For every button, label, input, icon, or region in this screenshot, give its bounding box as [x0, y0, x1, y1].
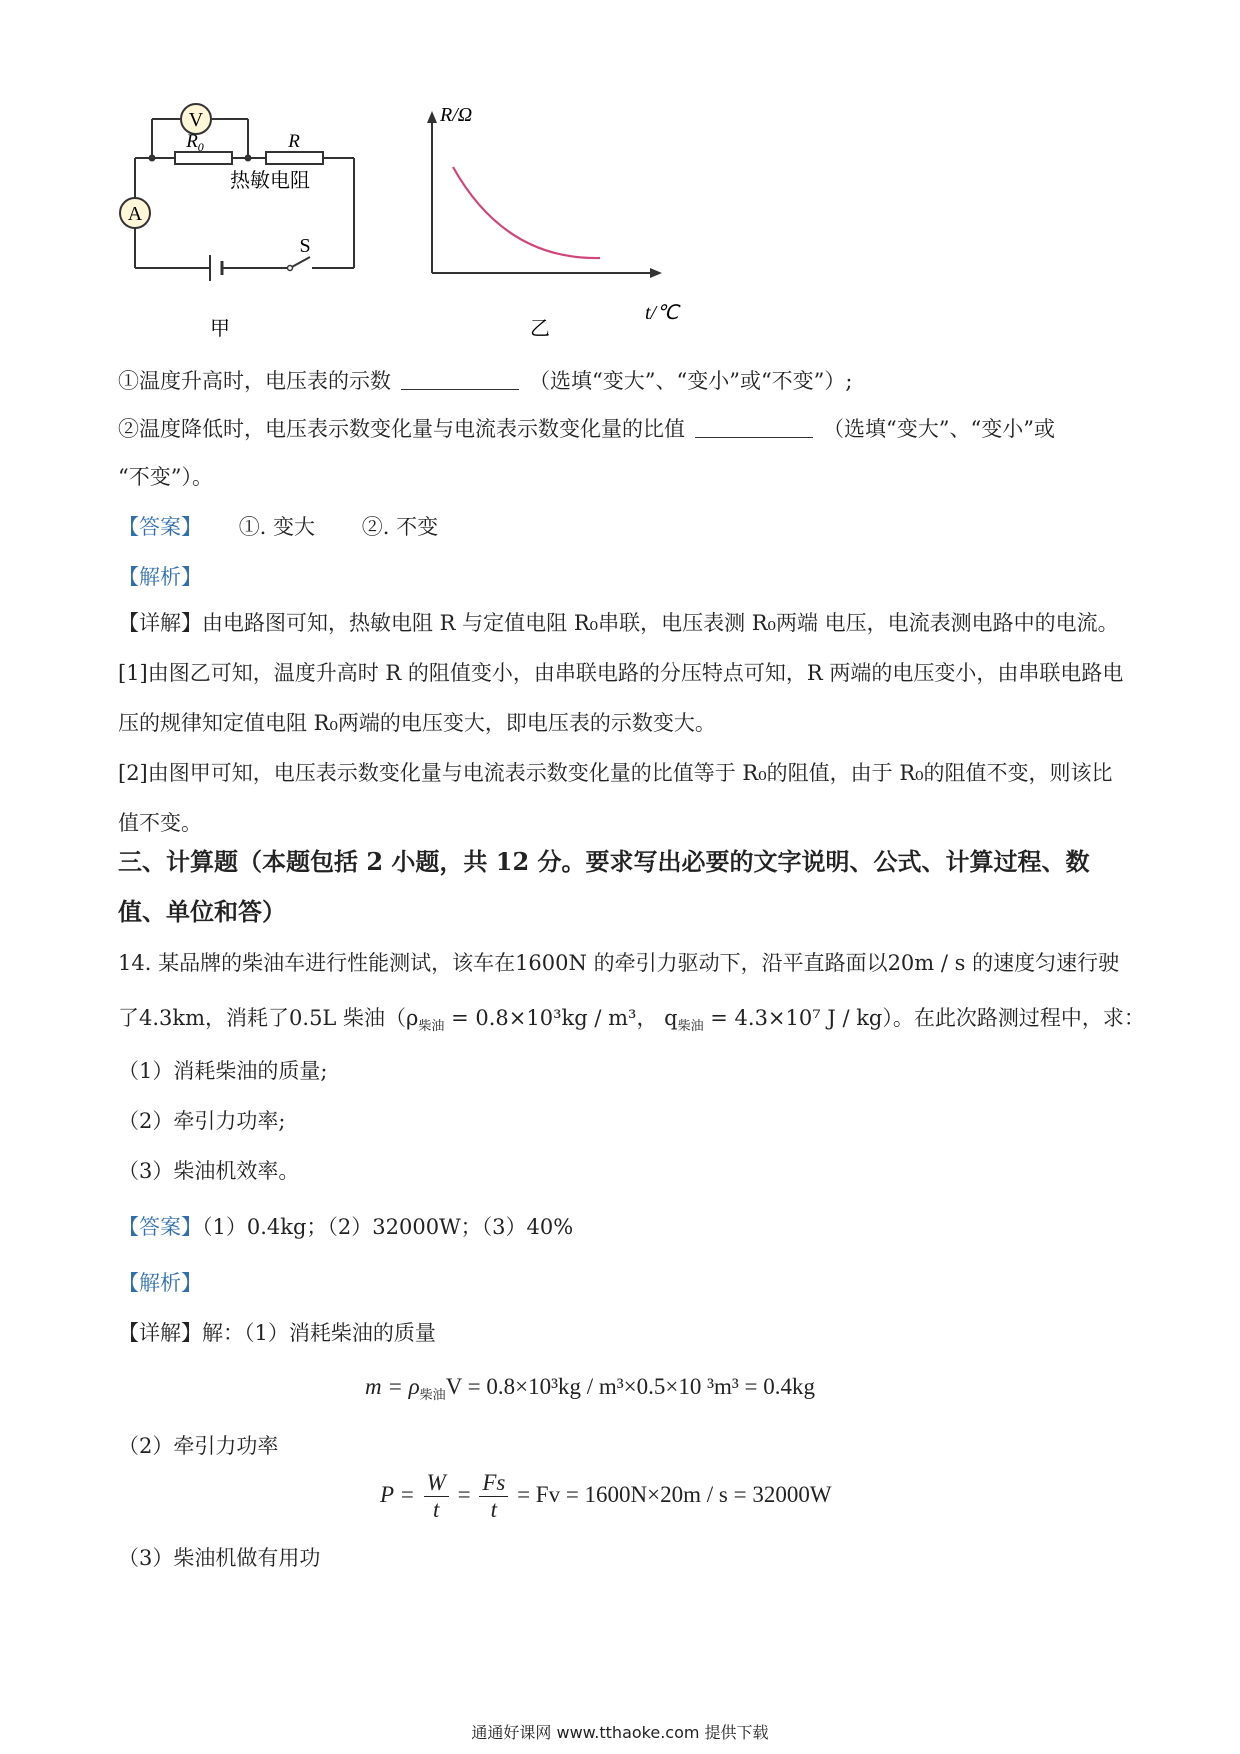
q13-answer: 【答案】 ①. 变大 ②. 不变	[118, 515, 439, 539]
q14-answer: 【答案】（1）0.4kg；（2）32000W；（3）40%	[118, 1215, 574, 1239]
y-axis-label: R/Ω	[440, 104, 473, 126]
thermistor-label: 热敏电阻	[230, 168, 310, 192]
q13-detail-5: 值不变。	[118, 811, 202, 835]
q14-sub1: （1）消耗柴油的质量;	[118, 1059, 328, 1083]
q13-part2-blank[interactable]	[695, 415, 813, 438]
q14-analysis-tag: 【解析】	[118, 1271, 202, 1295]
equation-power: P = $\frac{W}{t}$ = $\frac{Fs}{t}$ = Fv = 1600N×20m / s = 32000W	[380, 1470, 832, 1522]
thermistor-resistor	[266, 152, 323, 164]
switch-label: S	[299, 235, 311, 257]
r-t-graph	[410, 95, 720, 345]
q13-detail-1: 【详解】由电路图可知，热敏电阻 R 与定值电阻 R₀串联，电压表测 R₀两端 电压，电流表测电路中的电流。	[118, 611, 1119, 635]
voltmeter-label: V	[188, 109, 204, 131]
q13-part2: ②温度降低时，电压表示数变化量与电流表示数变化量的比值 （选填“变大”、“变小”或	[118, 417, 1055, 441]
graph-caption: 乙	[530, 316, 550, 340]
r-label: R	[288, 131, 300, 152]
equation-mass: $m = \rho_{柴油}V = 0.8\times 10^3kg / m^3\times 0.5\times 10$ ³m³ = 0.4kg	[365, 1374, 815, 1403]
page-footer: 通通好课网 www.tthaoke.com 提供下载	[471, 1723, 769, 1742]
q14-detail-intro: 【详解】解：（1）消耗柴油的质量	[118, 1321, 436, 1345]
q14-sub3: （3）柴油机效率。	[118, 1159, 300, 1183]
q13-detail-4: [2]由图甲可知，电压表示数变化量与电流表示数变化量的比值等于 R₀的阻值，由于 R₀的阻值不变，则该比	[118, 761, 1113, 785]
q13-part1-blank[interactable]	[401, 367, 519, 390]
x-axis-label: t/℃	[645, 302, 679, 324]
q14-sub2: （2）牵引力功率;	[118, 1109, 286, 1133]
fraction-w-over-t: $\frac{W}{t}$	[424, 1470, 449, 1523]
q13-detail-3: 压的规律知定值电阻 R₀两端的电压变大，即电压表的示数变大。	[118, 711, 716, 735]
q13-part2-cont: “不变”）。	[118, 465, 213, 489]
q14-stem-line1: 14. 某品牌的柴油车进行性能测试，该车在1600N 的牵引力驱动下，沿平直路面以20m / s 的速度匀速行驶	[118, 951, 1120, 975]
q14-step3: （3）柴油机做有用功	[118, 1546, 321, 1570]
fraction-fs-over-t: $\frac{Fs}{t}$	[479, 1470, 508, 1523]
circuit-caption: 甲	[210, 316, 230, 340]
r-t-curve	[453, 167, 600, 258]
section3-heading-line1: 三、计算题（本题包括 2 小题，共 12 分。要求写出必要的文字说明、公式、计算过程、数	[118, 847, 1090, 876]
circuit-diagram	[100, 95, 370, 345]
ammeter-label: A	[127, 203, 143, 225]
q14-step2: （2）牵引力功率	[118, 1434, 279, 1458]
q13-part1: ①温度升高时，电压表的示数 （选填“变大”、“变小”或“不变”）;	[118, 369, 853, 393]
q13-detail-2: [1]由图乙可知，温度升高时 R 的阻值变小，由串联电路的分压特点可知，R 两端的电压变小，由串联电路电	[118, 661, 1124, 685]
q14-stem-line2: 了4.3km，消耗了0.5L 柴油（$\rho_{柴油} = 0.8\times 10^3kg / m^3$， $q_{柴油} = 4.3\times 10^7$ J / kg）。在此次路测过程中，求：	[118, 1006, 1145, 1034]
r0-label: $R_0$	[186, 131, 204, 154]
section3-heading-line2: 值、单位和答）	[118, 897, 286, 926]
q13-analysis-tag: 【解析】	[118, 565, 202, 589]
